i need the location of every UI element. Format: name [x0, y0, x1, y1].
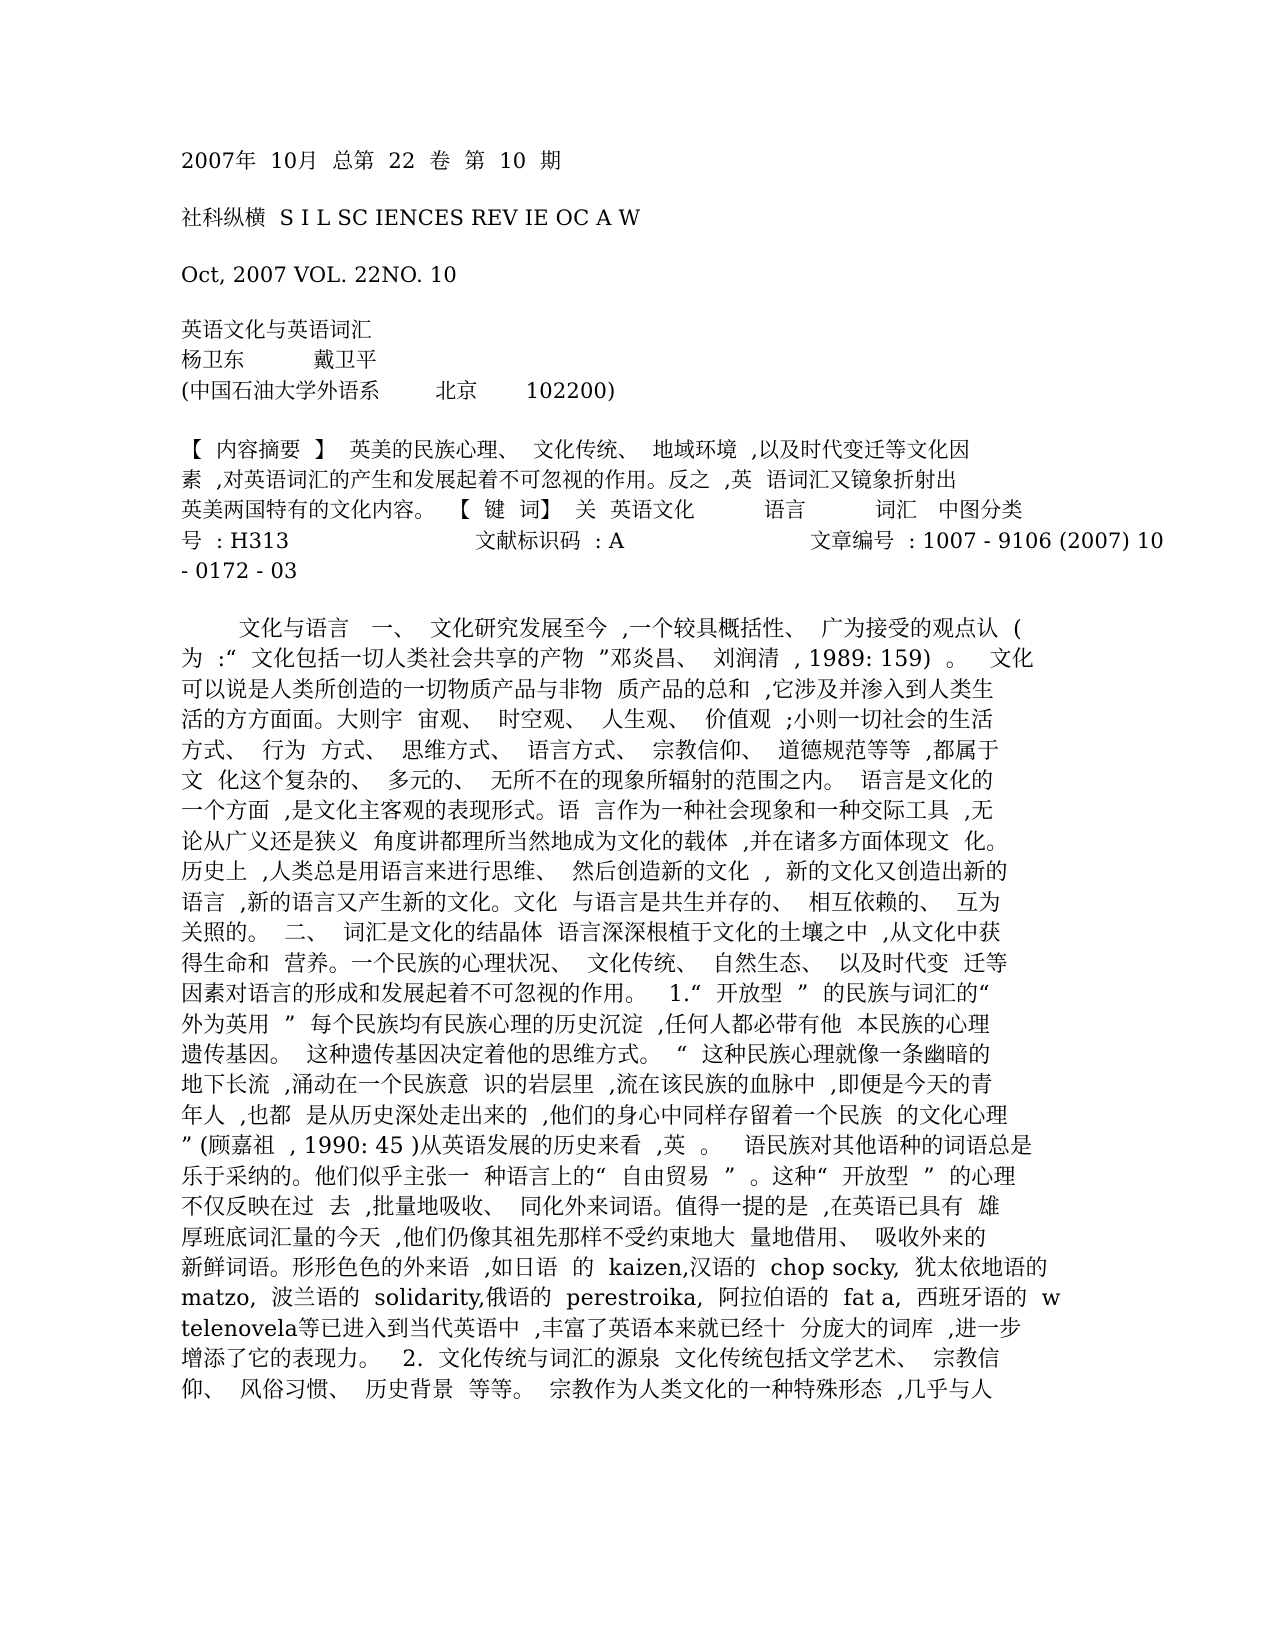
abstract-line: 号 : H313 文献标识码 : A 文章编号 : 1007 - 9106 (2007) 10 — [181, 529, 1164, 553]
body-line: 历史上 ,人类总是用语言来进行思维、 然后创造新的文化 , 新的文化又创造出新的 — [181, 860, 1008, 885]
abstract-line: 【 内容摘要 】 英美的民族心理、 文化传统、 地域环境 ,以及时代变迁等文化因 — [181, 438, 970, 462]
abstract-line: - 0172 - 03 — [181, 559, 298, 583]
abstract-line: 素 ,对英语词汇的产生和发展起着不可忽视的作用。反之 ,英 语词汇又镜象折射出 — [181, 468, 957, 492]
journal-line: 社科纵横 S I L SC IENCES REV IE OC A W — [181, 206, 641, 230]
issue-line: 2007年 10月 总第 22 卷 第 10 期 — [181, 149, 562, 173]
article-title: 英语文化与英语词汇 — [181, 318, 372, 342]
body-line: 得生命和 营养。一个民族的心理状况、 文化传统、 自然生态、 以及时代变 迁等 — [181, 952, 1008, 977]
body-line: 文化与语言 一、 文化研究发展至今 ,一个较具概括性、 广为接受的观点认 ( — [181, 617, 1022, 642]
body-line: 外为英用 ” 每个民族均有民族心理的历史沉淀 ,任何人都必带有他 本民族的心理 — [181, 1013, 990, 1038]
body-line: 遗传基因。 这种遗传基因决定着他的思维方式。 “ 这种民族心理就像一条幽暗的 — [181, 1043, 991, 1068]
body-line: 地下长流 ,涌动在一个民族意 识的岩层里 ,流在该民族的血脉中 ,即便是今天的青 — [181, 1073, 993, 1098]
body-line: 活的方方面面。大则宇 宙观、 时空观、 人生观、 价值观 ;小则一切社会的生活 — [181, 708, 994, 733]
body-line: 厚班底词汇量的今天 ,他们仍像其祖先那样不受约束地大 量地借用、 吸收外来的 — [181, 1226, 987, 1251]
body-line: 论从广义还是狭义 角度讲都理所当然地成为文化的载体 ,并在诸多方面体现文 化。 — [181, 830, 1009, 855]
body-line: 仰、 风俗习惯、 历史背景 等等。 宗教作为人类文化的一种特殊形态 ,几乎与人 — [181, 1378, 993, 1403]
body-line: 不仅反映在过 去 ,批量地吸收、 同化外来词语。值得一提的是 ,在英语已具有 雄 — [181, 1195, 1000, 1220]
body-line: 年人 ,也都 是从历史深处走出来的 ,他们的身心中同样存留着一个民族 的文化心理 — [181, 1104, 1008, 1129]
abstract-line: 英美两国特有的文化内容。 【 键 词】 关 英语文化 语言 词汇 中图分类 — [181, 498, 1023, 522]
body-line: matzo, 波兰语的 solidarity,俄语的 perestroika, 阿拉伯语的 fat a, 西班牙语的 w — [181, 1286, 1061, 1311]
body-line: 新鲜词语。形形色色的外来语 ,如日语 的 kaizen,汉语的 chop socky, 犹太依地语的 — [181, 1256, 1048, 1281]
volume-line: Oct, 2007 VOL. 22NO. 10 — [181, 263, 457, 287]
body-line: 为 :“ 文化包括一切人类社会共享的产物 ”邓炎昌、 刘润清 , 1989: 159) 。 文化 — [181, 647, 1034, 672]
body-line: 关照的。 二、 词汇是文化的结晶体 语言深深根植于文化的土壤之中 ,从文化中获 — [181, 921, 1001, 946]
article-affiliation: (中国石油大学外语系 北京 102200) — [181, 379, 616, 403]
article-authors: 杨卫东 戴卫平 — [181, 348, 377, 372]
body-line: ” (顾嘉祖 , 1990: 45 )从英语发展的历史来看 ,英 。 语民族对其他语种的词语总是 — [181, 1134, 1033, 1159]
body-line: 因素对语言的形成和发展起着不可忽视的作用。 1.“ 开放型 ” 的民族与词汇的“ — [181, 982, 990, 1007]
body-line: 语言 ,新的语言又产生新的文化。文化 与语言是共生并存的、 相互依赖的、 互为 — [181, 891, 1001, 916]
body-line: 可以说是人类所创造的一切物质产品与非物 质产品的总和 ,它涉及并渗入到人类生 — [181, 678, 994, 703]
body-line: 增添了它的表现力。 2. 文化传统与词汇的源泉 文化传统包括文学艺术、 宗教信 — [181, 1347, 1000, 1372]
body-line: 方式、 行为 方式、 思维方式、 语言方式、 宗教信仰、 道德规范等等 ,都属于 — [181, 739, 1000, 764]
body-line: 乐于采纳的。他们似乎主张一 种语言上的“ 自由贸易 ” 。这种“ 开放型 ” 的心理 — [181, 1165, 1016, 1190]
body-line: 文 化这个复杂的、 多元的、 无所不在的现象所辐射的范围之内。 语言是文化的 — [181, 769, 994, 794]
body-line: 一个方面 ,是文化主客观的表现形式。语 言作为一种社会现象和一种交际工具 ,无 — [181, 799, 994, 824]
body-line: telenovela等已进入到当代英语中 ,丰富了英语本来就已经十 分庞大的词库 ,进一步 — [181, 1317, 1022, 1342]
